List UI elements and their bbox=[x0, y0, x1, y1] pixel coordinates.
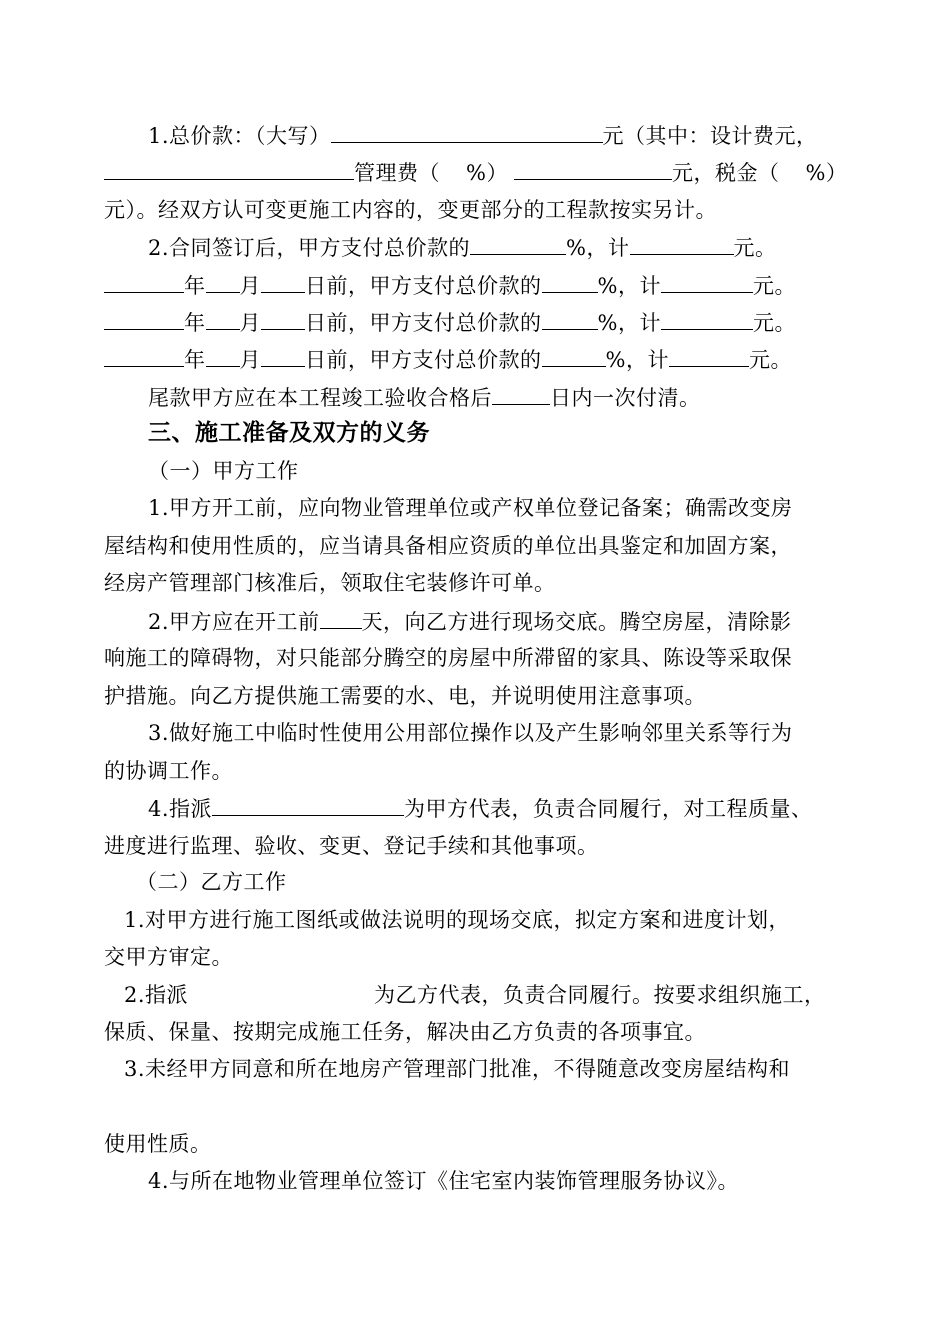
party-a-item4: 4.指派 为甲方代表，负责合同履行，对工程质量、 bbox=[148, 793, 813, 824]
party-b-item2: 2.指派 为乙方代表，负责合同履行。按要求组织施工， bbox=[124, 983, 826, 1007]
total-price-label: 1.总价款：（大写） bbox=[148, 124, 331, 148]
installment-line: 年 月 日前，甲方支付总价款的 %，计 元。 bbox=[104, 270, 796, 301]
party-b-item4: 4.与所在地物业管理单位签订《住宅室内装饰管理服务协议》。 bbox=[148, 1169, 740, 1193]
party-a-title: （一）甲方工作 bbox=[148, 459, 299, 483]
days-blank bbox=[492, 382, 550, 405]
installment-line: 年 月 日前，甲方支付总价款的 %，计 元。 bbox=[104, 344, 792, 375]
party-b-title: （二）乙方工作 bbox=[136, 870, 287, 894]
design-fee-blank bbox=[104, 157, 354, 180]
pct-blank bbox=[470, 232, 566, 255]
party-a-item1: 1.甲方开工前，应向物业管理单位或产权单位登记备案；确需改变房 bbox=[148, 496, 793, 520]
party-b-item1: 1.对甲方进行施工图纸或做法说明的现场交底，拟定方案和进度计划， bbox=[124, 908, 791, 932]
amount-blank bbox=[630, 232, 734, 255]
fee-line: 管理费（ %） 元，税金（ %） bbox=[104, 157, 847, 188]
party-b-item3: 3.未经甲方同意和所在地房产管理部门批准，不得随意改变房屋结构和 bbox=[124, 1057, 791, 1081]
first-payment-line: 2.合同签订后，甲方支付总价款的 %，计 元。 bbox=[148, 232, 777, 263]
representative-blank bbox=[212, 793, 404, 816]
party-a-item2: 2.甲方应在开工前 天，向乙方进行现场交底。腾空房屋，清除影 bbox=[148, 606, 792, 637]
party-a-item3: 3.做好施工中临时性使用公用部位操作以及产生影响邻里关系等行为 bbox=[148, 721, 793, 745]
total-price-line: 1.总价款：（大写） 元（其中：设计费元， bbox=[148, 120, 818, 151]
days-blank bbox=[320, 606, 362, 629]
final-payment-line: 尾款甲方应在本工程竣工验收合格后 日内一次付清。 bbox=[148, 382, 701, 413]
section-heading: 三、施工准备及双方的义务 bbox=[148, 420, 430, 446]
management-fee-blank bbox=[514, 157, 672, 180]
fee-line-end: 元）。经双方认可变更施工内容的，变更部分的工程款按实另计。 bbox=[104, 198, 717, 222]
total-price-blank bbox=[331, 120, 603, 143]
installment-line: 年 月 日前，甲方支付总价款的 %，计 元。 bbox=[104, 307, 796, 338]
